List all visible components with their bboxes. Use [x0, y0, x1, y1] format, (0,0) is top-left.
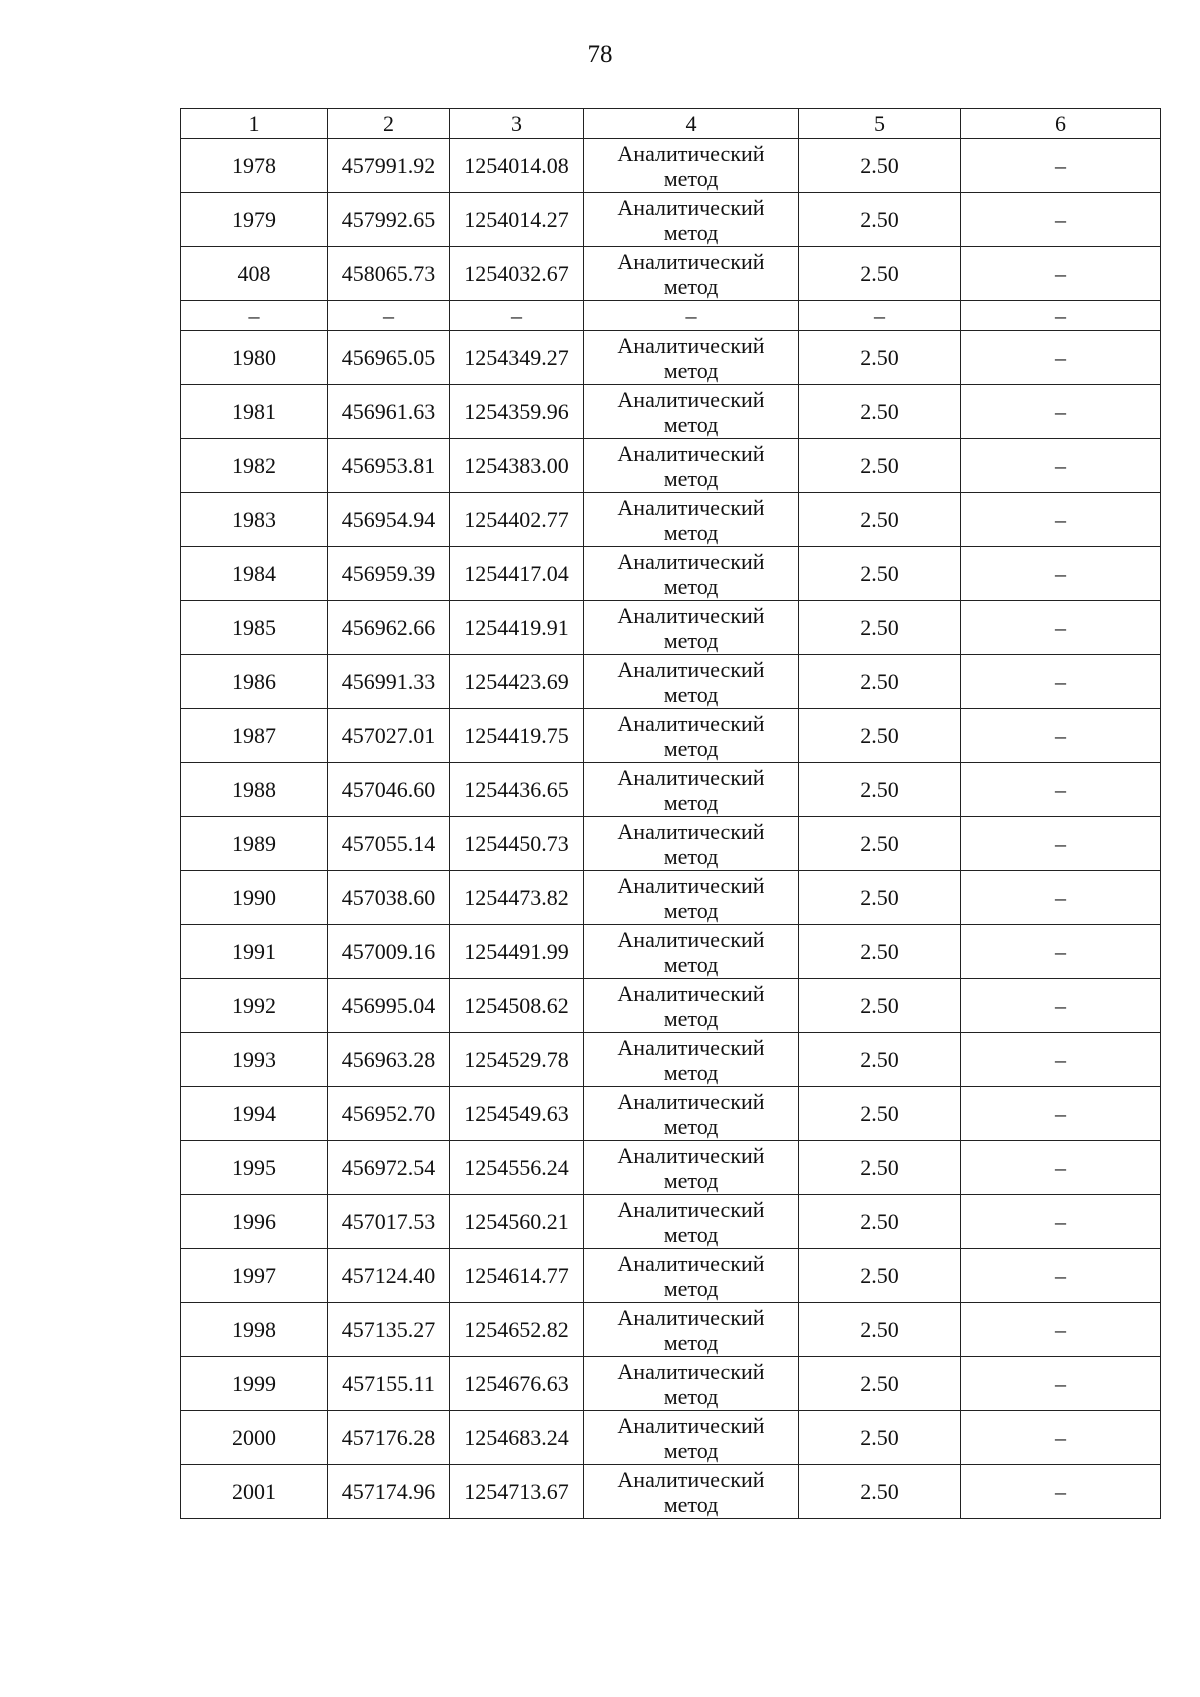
cell-point-number: 1995	[181, 1141, 328, 1195]
table-row	[181, 655, 1161, 709]
cell-y-coordinate: 1254402.77	[450, 493, 584, 547]
cell-x-coordinate: 456961.63	[328, 385, 450, 439]
cell-accuracy: 2.50	[799, 493, 961, 547]
table-row	[181, 385, 1161, 439]
cell-y-coordinate: 1254556.24	[450, 1141, 584, 1195]
cell-y-coordinate: 1254676.63	[450, 1357, 584, 1411]
page-number: 78	[587, 41, 613, 68]
cell-x-coordinate: 458065.73	[328, 247, 450, 301]
header-col-2: 2	[328, 109, 450, 139]
cell-note: –	[961, 193, 1161, 247]
cell-method	[584, 817, 799, 871]
table-row	[181, 439, 1161, 493]
method-line-1: Аналитический	[617, 1466, 765, 1492]
cell-accuracy: 2.50	[799, 817, 961, 871]
cell-accuracy: 2.50	[799, 1465, 961, 1519]
method-line-1: Аналитический	[617, 656, 765, 682]
method-line-2: метод	[663, 1383, 719, 1409]
method-line-2: метод	[663, 1005, 719, 1031]
cell-y-coordinate: 1254652.82	[450, 1303, 584, 1357]
cell-accuracy: 2.50	[799, 1249, 961, 1303]
method-line-1: Аналитический	[617, 926, 765, 952]
table-row	[181, 139, 1161, 193]
cell-note: –	[961, 1411, 1161, 1465]
cell-point-number: 408	[181, 247, 328, 301]
cell-note: –	[961, 925, 1161, 979]
cell-y-coordinate: 1254560.21	[450, 1195, 584, 1249]
cell-y-coordinate: 1254508.62	[450, 979, 584, 1033]
cell-method	[584, 331, 799, 385]
table-row	[181, 247, 1161, 301]
cell-note: –	[961, 385, 1161, 439]
cell-note: –	[961, 1033, 1161, 1087]
method-line-1: Аналитический	[617, 1034, 765, 1060]
method-line-1: Аналитический	[617, 1412, 765, 1438]
header-col-6: 6	[961, 109, 1161, 139]
method-line-2: метод	[663, 1275, 719, 1301]
method-line-1: Аналитический	[617, 332, 765, 358]
method-line-2: метод	[663, 1113, 719, 1139]
cell-point-number: 1998	[181, 1303, 328, 1357]
cell-note: –	[961, 1249, 1161, 1303]
header-col-1: 1	[181, 109, 328, 139]
table-row	[181, 1465, 1161, 1519]
cell-x-coordinate: 456962.66	[328, 601, 450, 655]
method-line-2: метод	[663, 627, 719, 653]
cell-point-number: 1996	[181, 1195, 328, 1249]
cell-point-number: 1988	[181, 763, 328, 817]
cell-x-coordinate: 456959.39	[328, 547, 450, 601]
table-row	[181, 547, 1161, 601]
cell-method	[584, 979, 799, 1033]
table-row	[181, 871, 1161, 925]
cell-note: –	[961, 439, 1161, 493]
cell-accuracy: 2.50	[799, 1141, 961, 1195]
method-line-2: метод	[663, 165, 719, 191]
cell-accuracy: 2.50	[799, 1087, 961, 1141]
cell-point-number: 1992	[181, 979, 328, 1033]
method-line-1: Аналитический	[617, 872, 765, 898]
separator-cell: –	[961, 301, 1161, 331]
table-row	[181, 193, 1161, 247]
separator-cell: –	[181, 301, 328, 331]
cell-accuracy: 2.50	[799, 1195, 961, 1249]
cell-y-coordinate: 1254436.65	[450, 763, 584, 817]
table-header	[181, 109, 1161, 139]
method-line-2: метод	[663, 519, 719, 545]
table-row	[181, 925, 1161, 979]
cell-y-coordinate: 1254349.27	[450, 331, 584, 385]
cell-method	[584, 1087, 799, 1141]
separator-cell: –	[328, 301, 450, 331]
cell-method	[584, 601, 799, 655]
cell-y-coordinate: 1254014.08	[450, 139, 584, 193]
method-line-1: Аналитический	[617, 710, 765, 736]
cell-y-coordinate: 1254614.77	[450, 1249, 584, 1303]
cell-x-coordinate: 457124.40	[328, 1249, 450, 1303]
cell-x-coordinate: 456953.81	[328, 439, 450, 493]
cell-y-coordinate: 1254529.78	[450, 1033, 584, 1087]
cell-point-number: 1987	[181, 709, 328, 763]
cell-method	[584, 709, 799, 763]
coordinates-table	[180, 108, 1161, 1519]
cell-y-coordinate: 1254417.04	[450, 547, 584, 601]
method-line-2: метод	[663, 411, 719, 437]
cell-note: –	[961, 871, 1161, 925]
cell-method	[584, 139, 799, 193]
cell-accuracy: 2.50	[799, 655, 961, 709]
cell-note: –	[961, 709, 1161, 763]
cell-point-number: 1989	[181, 817, 328, 871]
cell-point-number: 1979	[181, 193, 328, 247]
method-line-1: Аналитический	[617, 1088, 765, 1114]
cell-point-number: 1994	[181, 1087, 328, 1141]
cell-y-coordinate: 1254032.67	[450, 247, 584, 301]
cell-x-coordinate: 457046.60	[328, 763, 450, 817]
cell-point-number: 1990	[181, 871, 328, 925]
cell-y-coordinate: 1254419.91	[450, 601, 584, 655]
method-line-1: Аналитический	[617, 1358, 765, 1384]
cell-y-coordinate: 1254383.00	[450, 439, 584, 493]
cell-x-coordinate: 456991.33	[328, 655, 450, 709]
cell-method	[584, 925, 799, 979]
cell-note: –	[961, 655, 1161, 709]
method-line-2: метод	[663, 465, 719, 491]
cell-y-coordinate: 1254359.96	[450, 385, 584, 439]
cell-point-number: 1993	[181, 1033, 328, 1087]
cell-method	[584, 1411, 799, 1465]
method-line-1: Аналитический	[617, 140, 765, 166]
cell-x-coordinate: 456965.05	[328, 331, 450, 385]
method-line-2: метод	[663, 1491, 719, 1517]
cell-x-coordinate: 457155.11	[328, 1357, 450, 1411]
cell-note: –	[961, 547, 1161, 601]
method-line-1: Аналитический	[617, 1196, 765, 1222]
cell-x-coordinate: 456952.70	[328, 1087, 450, 1141]
cell-x-coordinate: 456995.04	[328, 979, 450, 1033]
cell-note: –	[961, 1141, 1161, 1195]
cell-accuracy: 2.50	[799, 1357, 961, 1411]
cell-point-number: 1983	[181, 493, 328, 547]
cell-x-coordinate: 457176.28	[328, 1411, 450, 1465]
cell-x-coordinate: 457017.53	[328, 1195, 450, 1249]
cell-x-coordinate: 456963.28	[328, 1033, 450, 1087]
table-row	[181, 1195, 1161, 1249]
table-row	[181, 1411, 1161, 1465]
cell-x-coordinate: 456954.94	[328, 493, 450, 547]
separator-cell: –	[450, 301, 584, 331]
cell-x-coordinate: 457038.60	[328, 871, 450, 925]
method-line-1: Аналитический	[617, 1250, 765, 1276]
cell-accuracy: 2.50	[799, 763, 961, 817]
separator-cell: –	[584, 301, 799, 331]
header-col-4: 4	[584, 109, 799, 139]
cell-accuracy: 2.50	[799, 439, 961, 493]
method-line-2: метод	[663, 789, 719, 815]
cell-point-number: 1999	[181, 1357, 328, 1411]
cell-accuracy: 2.50	[799, 1303, 961, 1357]
cell-y-coordinate: 1254549.63	[450, 1087, 584, 1141]
table-row	[181, 763, 1161, 817]
cell-note: –	[961, 817, 1161, 871]
cell-point-number: 1984	[181, 547, 328, 601]
method-line-1: Аналитический	[617, 1142, 765, 1168]
cell-y-coordinate: 1254491.99	[450, 925, 584, 979]
table-body	[181, 139, 1161, 1519]
cell-method	[584, 655, 799, 709]
cell-x-coordinate: 457991.92	[328, 139, 450, 193]
cell-note: –	[961, 247, 1161, 301]
cell-point-number: 2001	[181, 1465, 328, 1519]
cell-x-coordinate: 457009.16	[328, 925, 450, 979]
cell-y-coordinate: 1254713.67	[450, 1465, 584, 1519]
cell-accuracy: 2.50	[799, 193, 961, 247]
cell-accuracy: 2.50	[799, 1411, 961, 1465]
cell-method	[584, 1357, 799, 1411]
cell-accuracy: 2.50	[799, 247, 961, 301]
table-row	[181, 1249, 1161, 1303]
cell-method	[584, 493, 799, 547]
cell-accuracy: 2.50	[799, 139, 961, 193]
method-line-2: метод	[663, 843, 719, 869]
table-row	[181, 979, 1161, 1033]
separator-cell: –	[799, 301, 961, 331]
table-row	[181, 601, 1161, 655]
method-line-2: метод	[663, 573, 719, 599]
method-line-2: метод	[663, 273, 719, 299]
cell-note: –	[961, 1303, 1161, 1357]
cell-note: –	[961, 979, 1161, 1033]
cell-note: –	[961, 1465, 1161, 1519]
cell-method	[584, 1141, 799, 1195]
method-line-2: метод	[663, 681, 719, 707]
method-line-2: метод	[663, 1329, 719, 1355]
method-line-1: Аналитический	[617, 818, 765, 844]
method-line-2: метод	[663, 897, 719, 923]
table-row	[181, 493, 1161, 547]
cell-method	[584, 1195, 799, 1249]
table-row	[181, 1033, 1161, 1087]
cell-method	[584, 1465, 799, 1519]
cell-y-coordinate: 1254419.75	[450, 709, 584, 763]
table-row	[181, 1141, 1161, 1195]
table-row	[181, 331, 1161, 385]
cell-y-coordinate: 1254450.73	[450, 817, 584, 871]
cell-y-coordinate: 1254473.82	[450, 871, 584, 925]
cell-point-number: 1997	[181, 1249, 328, 1303]
method-line-1: Аналитический	[617, 1304, 765, 1330]
cell-method	[584, 1303, 799, 1357]
table-row	[181, 1303, 1161, 1357]
method-line-2: метод	[663, 1167, 719, 1193]
method-line-2: метод	[663, 357, 719, 383]
method-line-2: метод	[663, 951, 719, 977]
cell-method	[584, 871, 799, 925]
cell-x-coordinate: 457135.27	[328, 1303, 450, 1357]
method-line-2: метод	[663, 1221, 719, 1247]
header-row	[181, 109, 1161, 139]
method-line-1: Аналитический	[617, 440, 765, 466]
table-row	[181, 1087, 1161, 1141]
cell-point-number: 1986	[181, 655, 328, 709]
method-line-1: Аналитический	[617, 764, 765, 790]
cell-accuracy: 2.50	[799, 547, 961, 601]
cell-note: –	[961, 493, 1161, 547]
cell-method	[584, 547, 799, 601]
table-row	[181, 709, 1161, 763]
method-line-2: метод	[663, 1437, 719, 1463]
cell-point-number: 1982	[181, 439, 328, 493]
cell-method	[584, 763, 799, 817]
method-line-1: Аналитический	[617, 980, 765, 1006]
cell-method	[584, 247, 799, 301]
cell-accuracy: 2.50	[799, 385, 961, 439]
cell-x-coordinate: 457174.96	[328, 1465, 450, 1519]
cell-method	[584, 1249, 799, 1303]
cell-x-coordinate: 456972.54	[328, 1141, 450, 1195]
cell-method	[584, 439, 799, 493]
header-col-3: 3	[450, 109, 584, 139]
cell-accuracy: 2.50	[799, 1033, 961, 1087]
cell-y-coordinate: 1254683.24	[450, 1411, 584, 1465]
cell-accuracy: 2.50	[799, 331, 961, 385]
cell-note: –	[961, 763, 1161, 817]
cell-point-number: 1981	[181, 385, 328, 439]
cell-accuracy: 2.50	[799, 709, 961, 763]
method-line-2: метод	[663, 1059, 719, 1085]
cell-method	[584, 385, 799, 439]
cell-point-number: 1980	[181, 331, 328, 385]
method-line-1: Аналитический	[617, 386, 765, 412]
cell-note: –	[961, 601, 1161, 655]
method-line-1: Аналитический	[617, 548, 765, 574]
cell-point-number: 2000	[181, 1411, 328, 1465]
cell-point-number: 1985	[181, 601, 328, 655]
cell-accuracy: 2.50	[799, 979, 961, 1033]
cell-x-coordinate: 457055.14	[328, 817, 450, 871]
method-line-1: Аналитический	[617, 248, 765, 274]
method-line-1: Аналитический	[617, 494, 765, 520]
cell-y-coordinate: 1254423.69	[450, 655, 584, 709]
method-line-1: Аналитический	[617, 602, 765, 628]
cell-accuracy: 2.50	[799, 925, 961, 979]
method-line-2: метод	[663, 219, 719, 245]
cell-point-number: 1978	[181, 139, 328, 193]
cell-note: –	[961, 1195, 1161, 1249]
cell-method	[584, 193, 799, 247]
table-row	[181, 817, 1161, 871]
cell-accuracy: 2.50	[799, 871, 961, 925]
cell-note: –	[961, 1087, 1161, 1141]
method-line-2: метод	[663, 735, 719, 761]
cell-point-number: 1991	[181, 925, 328, 979]
cell-x-coordinate: 457027.01	[328, 709, 450, 763]
cell-y-coordinate: 1254014.27	[450, 193, 584, 247]
method-line-1: Аналитический	[617, 194, 765, 220]
table-row	[181, 1357, 1161, 1411]
cell-note: –	[961, 139, 1161, 193]
cell-note: –	[961, 1357, 1161, 1411]
header-col-5: 5	[799, 109, 961, 139]
cell-method	[584, 1033, 799, 1087]
cell-note: –	[961, 331, 1161, 385]
cell-accuracy: 2.50	[799, 601, 961, 655]
cell-x-coordinate: 457992.65	[328, 193, 450, 247]
separator-row	[181, 301, 1161, 331]
